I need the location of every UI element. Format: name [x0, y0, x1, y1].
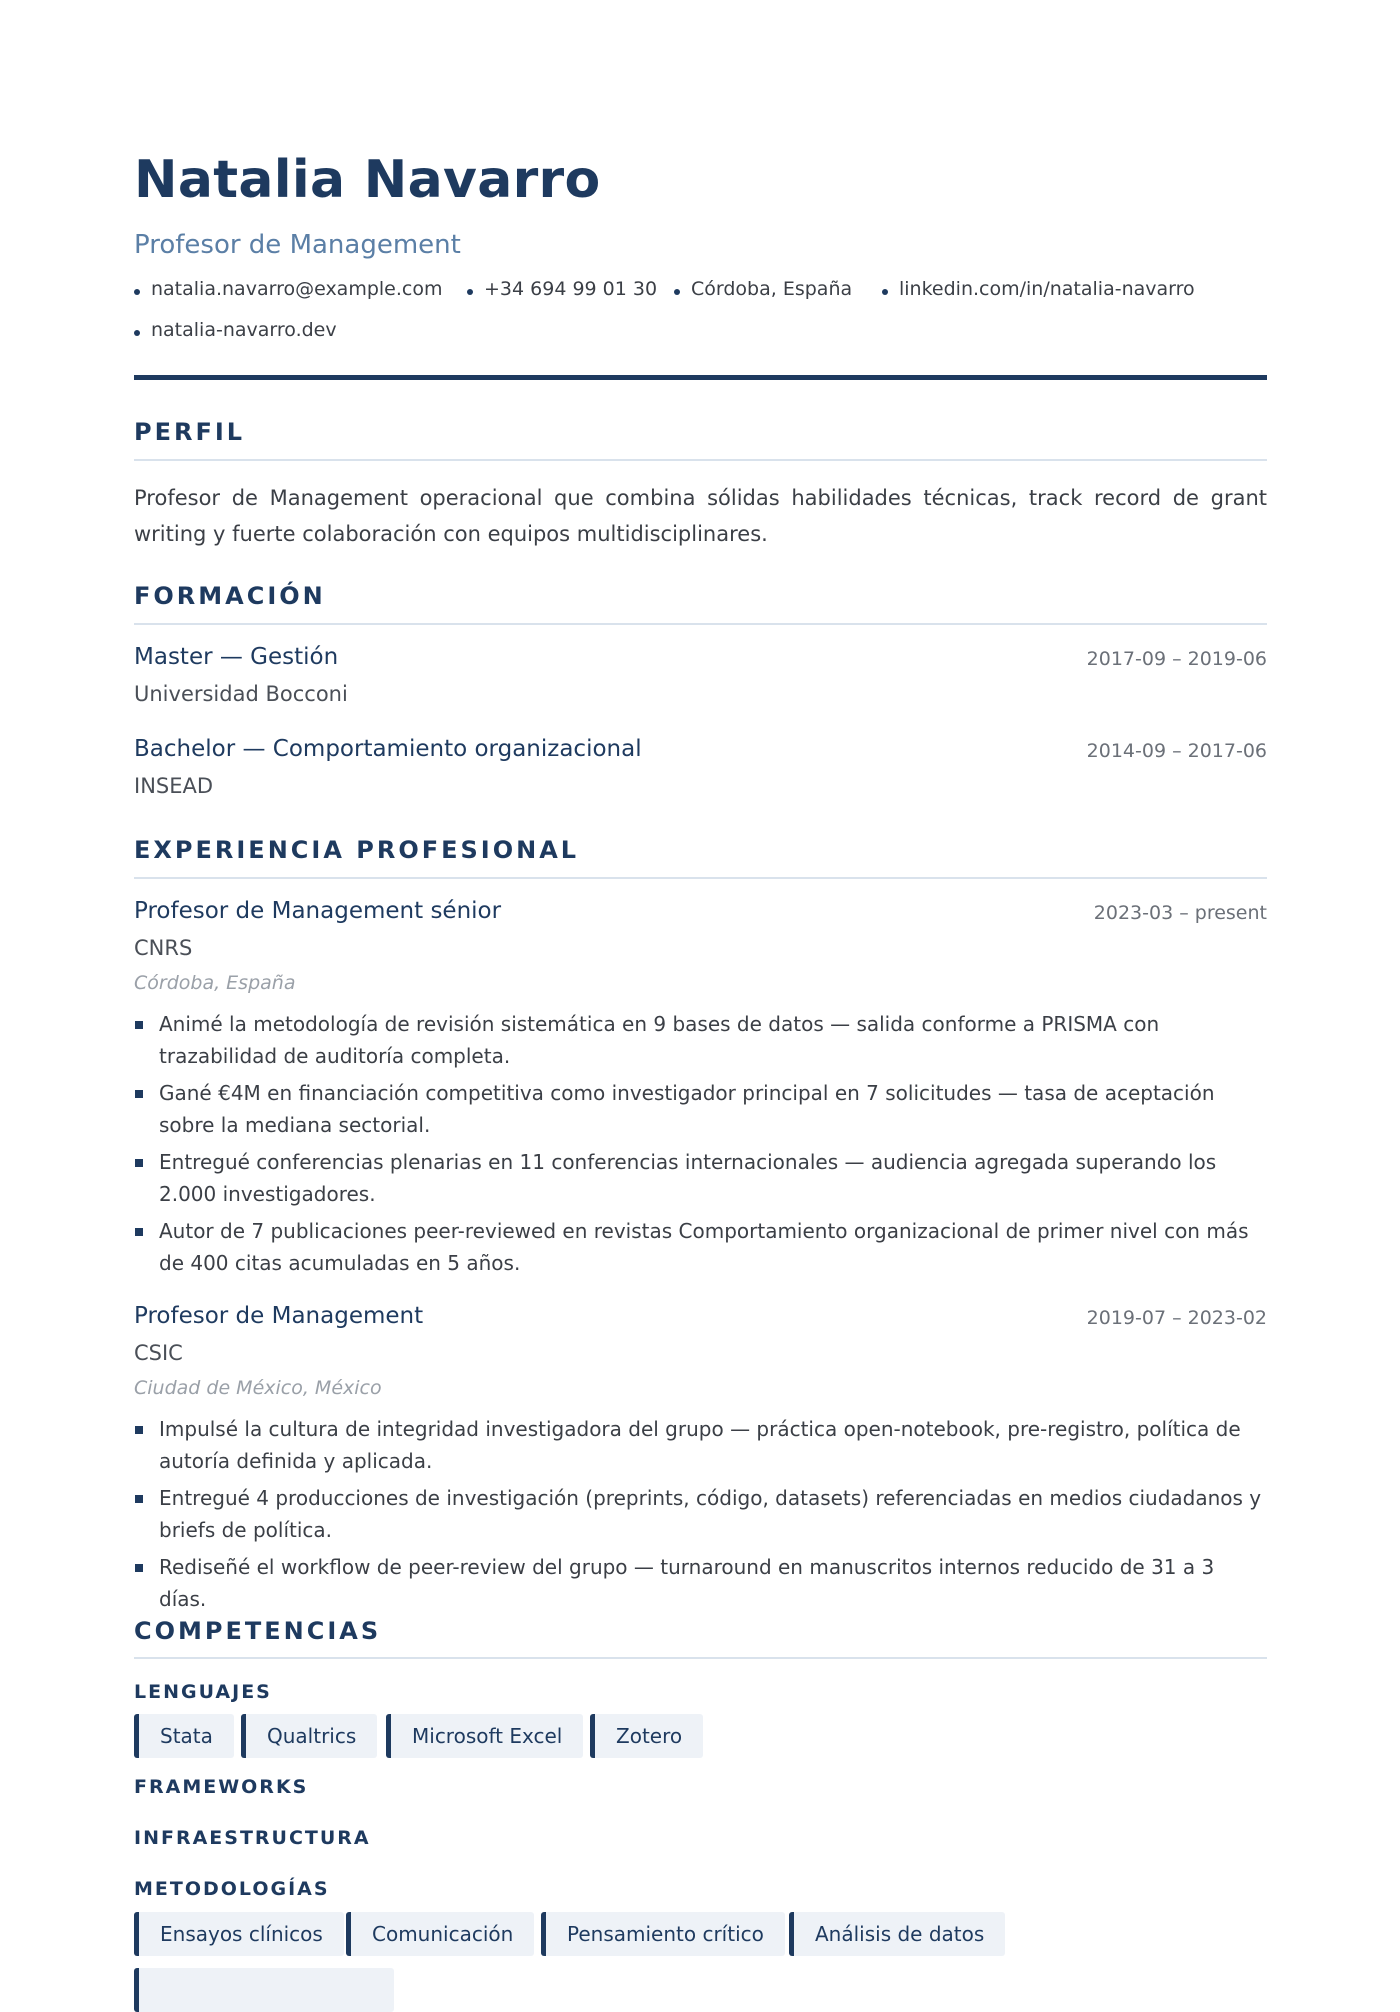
section-divider [134, 1657, 1267, 1659]
skills-group-label: FRAMEWORKS [134, 1776, 309, 1798]
section-divider [134, 459, 1267, 461]
experience-company: CSIC [134, 1341, 183, 1365]
section-title-skills: COMPETENCIAS [134, 1617, 382, 1645]
skill-tag: Microsoft Excel [386, 1714, 583, 1758]
experience-bullet: Entregué conferencias plenarias en 11 conferencias internacionales — audiencia agregada superando los 2.000 investigadores. [134, 1146, 1267, 1210]
skill-tag: Análisis de datos [789, 1912, 1005, 1956]
experience-bullet: Gané €4M en financiación competitiva como investigador principal en 7 solicitudes — tasa de aceptación sobre la mediana sectorial. [134, 1077, 1267, 1141]
profile-text: Profesor de Management operacional que combina sólidas habilidades técnicas, track record de grant writing y fuerte colaboración con equipos multidisciplinares. [134, 486, 1267, 546]
education-dates: 2014-09 – 2017-06 [1086, 740, 1267, 762]
experience-dates: 2023-03 – present [1093, 902, 1267, 924]
section-divider [134, 877, 1267, 879]
contact-linkedin[interactable]: linkedin.com/in/natalia-navarro [882, 278, 1195, 300]
education-school: INSEAD [134, 774, 214, 798]
section-title-education: FORMACIÓN [134, 582, 326, 610]
skill-tag: Stata [134, 1714, 234, 1758]
skill-tag: Qualtrics [241, 1714, 377, 1758]
candidate-name: Natalia Navarro [134, 150, 601, 210]
section-title-profile: PERFIL [134, 418, 246, 446]
experience-bullet: Entregué 4 producciones de investigación (preprints, código, datasets) referenciadas en medios ciudadanos y briefs de política. [134, 1482, 1267, 1546]
experience-bullets [134, 1413, 1267, 1620]
experience-location: Córdoba, España [134, 972, 296, 994]
education-school: Universidad Bocconi [134, 682, 348, 706]
header-divider [134, 375, 1267, 380]
contact-location: Córdoba, España [674, 278, 852, 300]
experience-bullets [134, 1008, 1267, 1284]
section-title-experience: EXPERIENCIA PROFESIONAL [134, 836, 580, 864]
experience-bullet: Rediseñé el workflow de peer-review del grupo — turnaround en manuscritos internos reducido de 31 a 3 días. [134, 1551, 1267, 1615]
experience-company: CNRS [134, 936, 193, 960]
experience-bullet: Impulsé la cultura de integridad investigadora del grupo — práctica open-notebook, pre-registro, política de autoría definida y aplicada. [134, 1413, 1267, 1477]
experience-position: Profesor de Management sénior [134, 898, 502, 924]
skills-group-label: INFRAESTRUCTURA [134, 1827, 371, 1849]
skill-tag-overflow [134, 1968, 394, 2012]
education-dates: 2017-09 – 2019-06 [1086, 648, 1267, 670]
education-degree: Master — Gestión [134, 644, 339, 670]
contact-email[interactable]: natalia.navarro@example.com [134, 278, 443, 300]
experience-position: Profesor de Management [134, 1303, 424, 1329]
experience-bullet: Autor de 7 publicaciones peer-reviewed en revistas Comportamiento organizacional de primer nivel con más de 400 citas acumuladas en 5 años. [134, 1215, 1267, 1279]
skills-group-label: METODOLOGÍAS [134, 1878, 330, 1900]
candidate-role: Profesor de Management [134, 230, 461, 260]
contact-website[interactable]: natalia-navarro.dev [134, 319, 337, 341]
experience-location: Ciudad de México, México [134, 1377, 382, 1399]
skill-tag: Zotero [590, 1714, 703, 1758]
contact-phone[interactable]: +34 694 99 01 30 [467, 278, 657, 300]
skill-tag: Ensayos clínicos [134, 1912, 344, 1956]
resume-page [134, 0, 1267, 1980]
skills-group-label: LENGUAJES [134, 1681, 272, 1703]
skill-tag: Pensamiento crítico [541, 1912, 785, 1956]
section-divider [134, 623, 1267, 625]
experience-dates: 2019-07 – 2023-02 [1086, 1307, 1267, 1329]
experience-bullet: Animé la metodología de revisión sistemática en 9 bases de datos — salida conforme a PRISMA con trazabilidad de auditoría completa. [134, 1008, 1267, 1072]
education-degree: Bachelor — Comportamiento organizacional [134, 736, 642, 762]
skill-tag: Comunicación [346, 1912, 534, 1956]
